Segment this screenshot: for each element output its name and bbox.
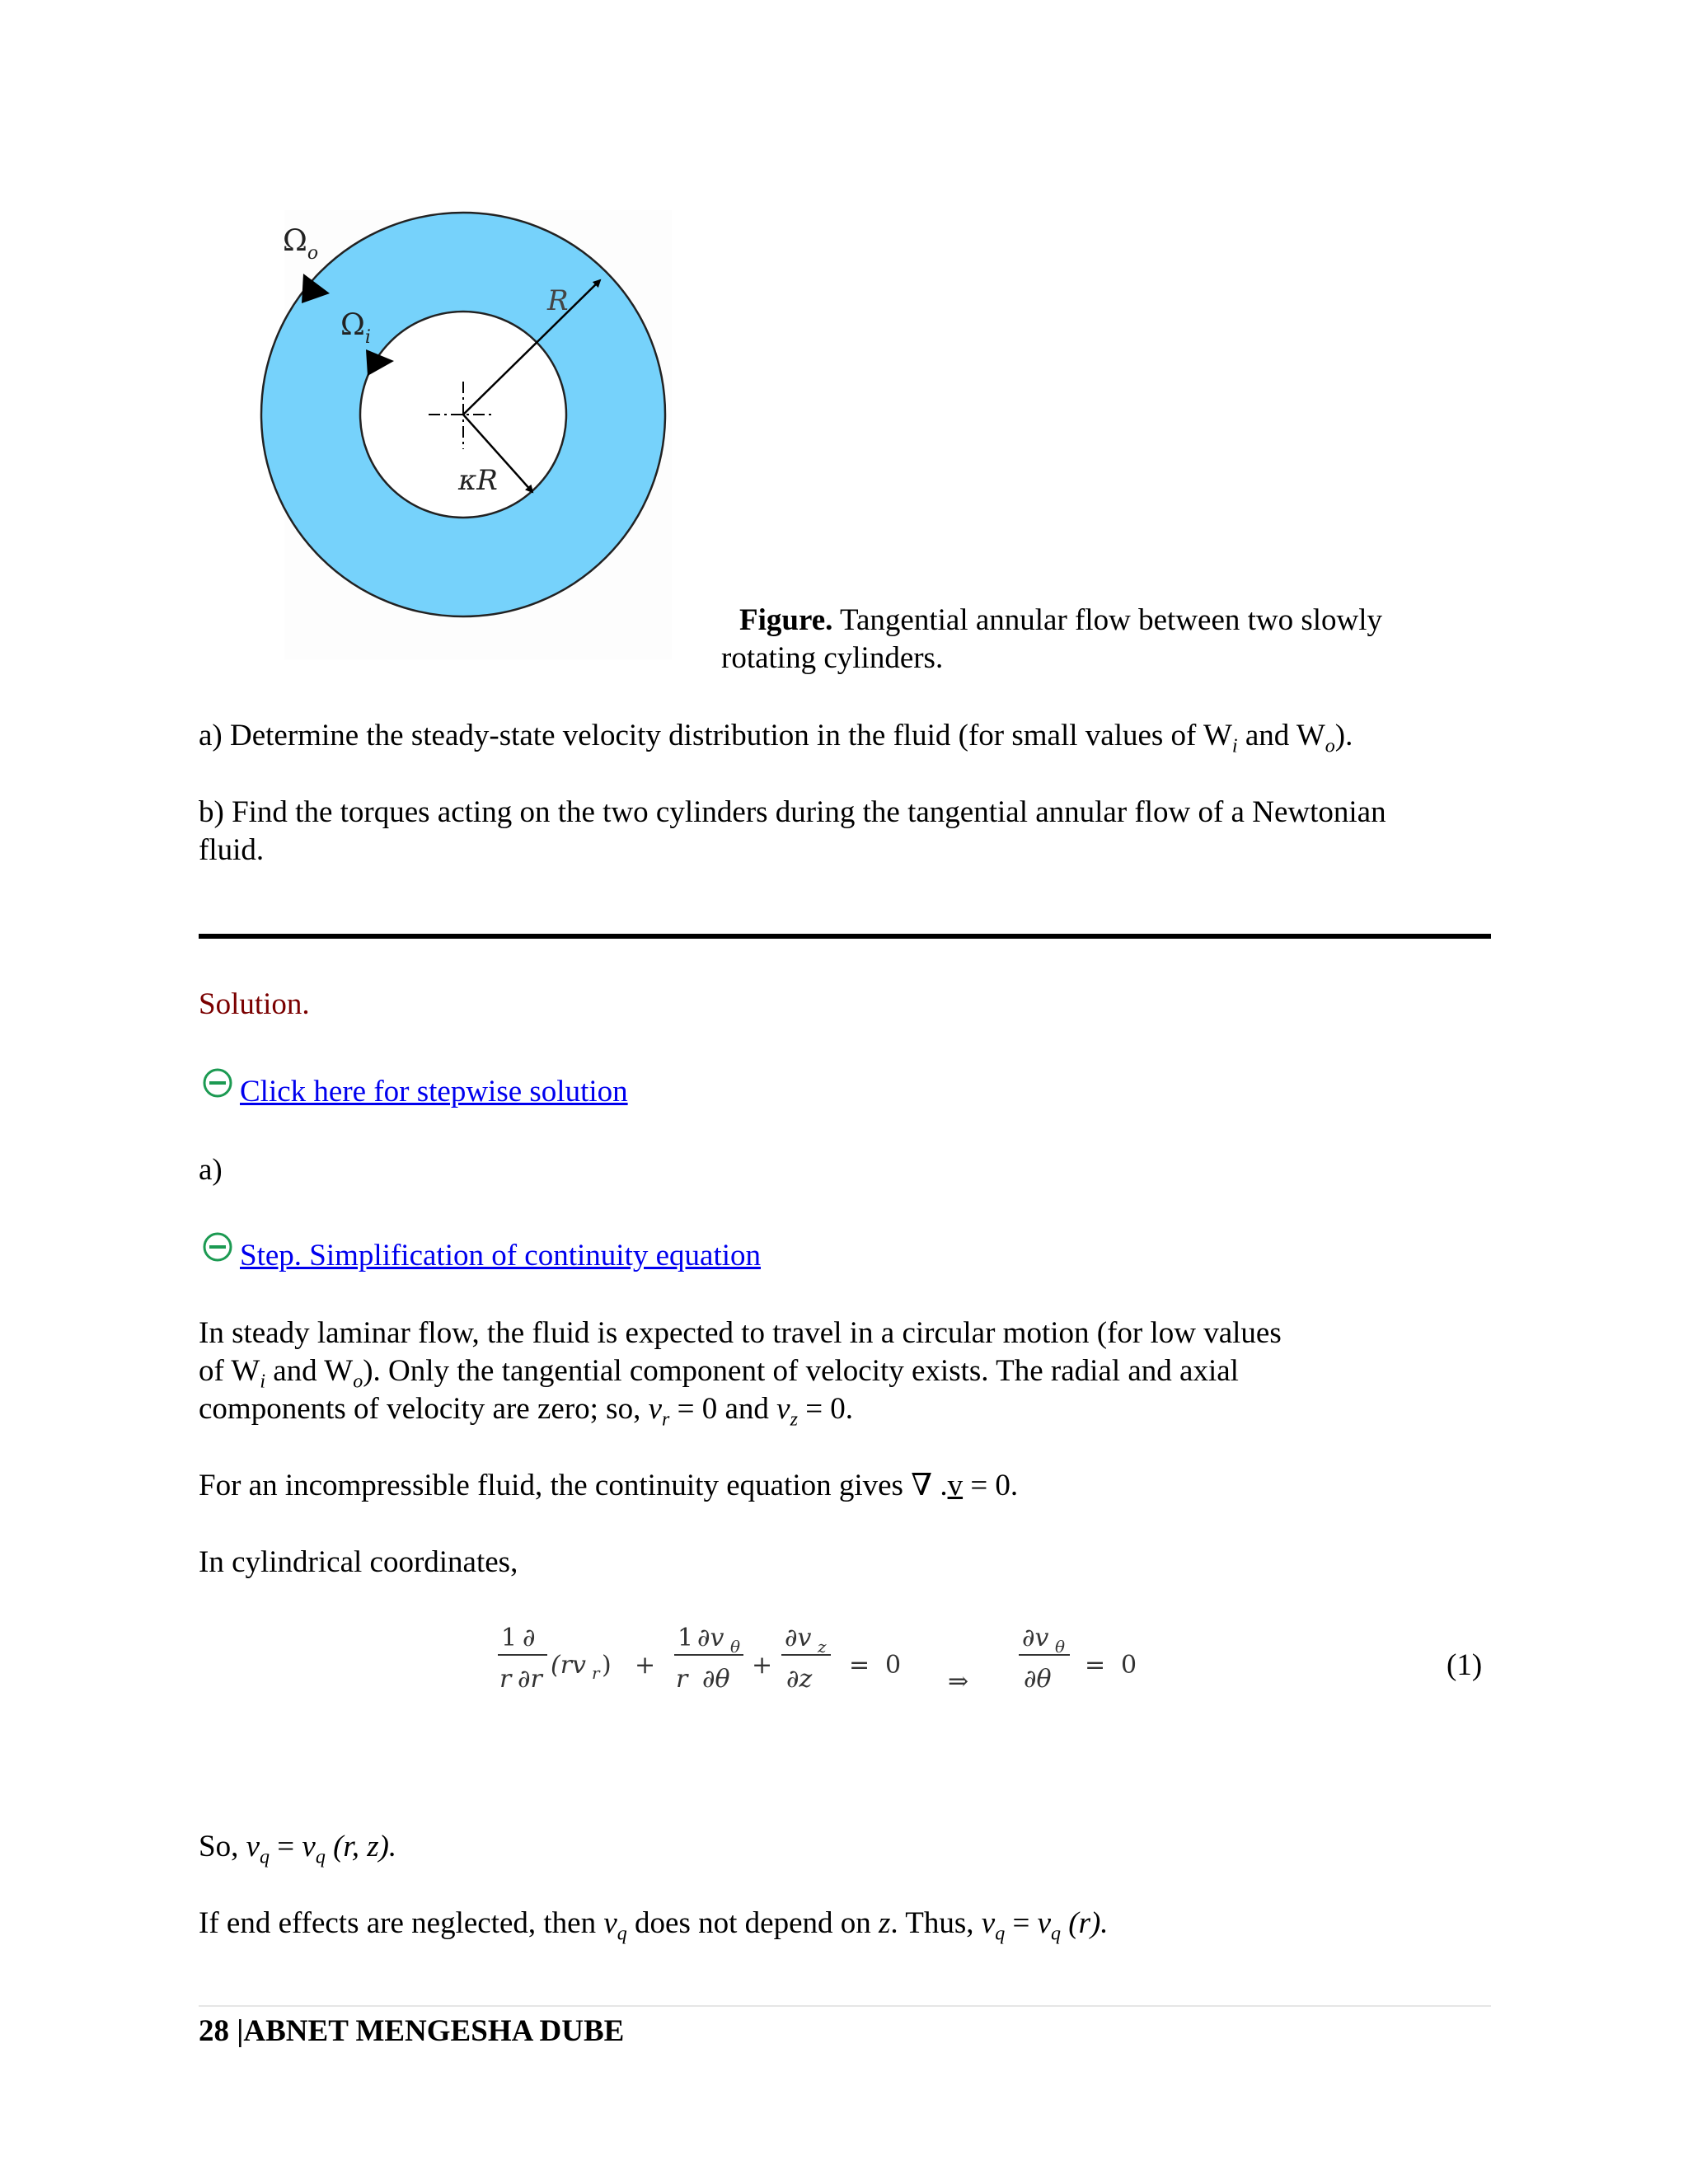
step-continuity-link[interactable]: Step. Simplification of continuity equation	[240, 1239, 761, 1272]
para1-text: components of velocity are zero; so,	[199, 1392, 649, 1426]
nabla-symbol: ∇	[911, 1469, 933, 1502]
sub-i: i	[260, 1371, 265, 1393]
so-line	[199, 1828, 396, 1876]
sub-z: z	[790, 1408, 798, 1431]
sub-q: q	[260, 1846, 270, 1868]
svg-text:1: 1	[501, 1624, 518, 1652]
svg-text:+: +	[635, 1651, 656, 1680]
section-divider	[199, 934, 1491, 939]
vector-v: v	[947, 1469, 964, 1502]
svg-text:(rv: (rv	[551, 1651, 586, 1680]
para1-text: and W	[265, 1354, 354, 1388]
omega-i-label: $\Omega_i$	[340, 308, 371, 348]
sub-q: q	[995, 1923, 1006, 1945]
svg-text:0: 0	[1121, 1651, 1137, 1680]
stepwise-solution-link[interactable]: Click here for stepwise solution	[240, 1075, 628, 1108]
svg-text:0: 0	[885, 1651, 902, 1680]
omega-o-label: $\Omega_o$	[283, 224, 319, 264]
end-text: If end effects are neglected, then	[199, 1906, 604, 1940]
para2-end: = 0.	[963, 1469, 1019, 1502]
so-text: So,	[199, 1830, 246, 1863]
var-v: v	[648, 1392, 663, 1426]
so-args: (r, z).	[325, 1830, 397, 1863]
svg-text:=: =	[1085, 1651, 1106, 1680]
para1-line-1: In steady laminar flow, the fluid is expected to travel in a circular motion (for low values	[199, 1316, 1282, 1350]
solution-heading: Solution.	[199, 987, 310, 1021]
question-a-sub-o: o	[1325, 735, 1335, 757]
so-eq: =	[270, 1830, 302, 1863]
svg-text:∂v: ∂v	[785, 1624, 812, 1652]
footer-divider	[199, 2005, 1491, 2007]
svg-text:∂z: ∂z	[786, 1665, 813, 1694]
svg-text:=: =	[849, 1651, 870, 1680]
question-a-sub-i: i	[1231, 735, 1238, 757]
sub-q: q	[617, 1923, 627, 1945]
caption-line-1: Tangential annular flow between two slowly	[832, 603, 1383, 637]
svg-text:∂v: ∂v	[697, 1624, 724, 1652]
radius-inner-label: κR	[458, 464, 498, 497]
caption-line-2: rotating cylinders.	[721, 641, 944, 675]
svg-text:θ: θ	[730, 1637, 741, 1657]
equation-number: (1)	[1447, 1648, 1483, 1682]
para1-line-3	[199, 1390, 853, 1438]
end-eq: =	[1005, 1906, 1038, 1940]
end-effects-line	[199, 1905, 1109, 1952]
svg-text:∂r: ∂r	[518, 1665, 542, 1694]
svg-text:r: r	[676, 1665, 688, 1694]
para1-text: of W	[199, 1354, 260, 1388]
svg-text:): )	[602, 1651, 612, 1680]
para1-text: = 0 and	[669, 1392, 777, 1426]
part-a-label: a)	[199, 1153, 223, 1187]
var-v: v	[776, 1392, 790, 1426]
var-v: v	[603, 1906, 617, 1940]
end-args: (r).	[1061, 1906, 1109, 1940]
svg-text:r: r	[592, 1663, 600, 1683]
var-v: v	[246, 1830, 260, 1863]
var-v: v	[981, 1906, 996, 1940]
svg-text:+: +	[752, 1651, 773, 1680]
svg-text:∂θ: ∂θ	[702, 1665, 730, 1694]
svg-text:θ: θ	[1055, 1637, 1066, 1657]
question-a-text: a) Determine the steady-state velocity distribution in the fluid (for small values of W	[199, 719, 1232, 752]
collapse-icon[interactable]	[202, 1231, 233, 1263]
svg-text:∂: ∂	[523, 1624, 536, 1652]
question-a-mid: and W	[1237, 719, 1325, 752]
svg-text:∂θ: ∂θ	[1024, 1665, 1052, 1694]
para1-text: = 0.	[797, 1392, 854, 1426]
page-footer: 28 |ABNET MENGESHA DUBE	[199, 2014, 625, 2048]
var-v: v	[1037, 1906, 1051, 1940]
radius-outer-label: R	[547, 284, 569, 317]
caption-bold: Figure.	[739, 603, 833, 637]
sub-r: r	[662, 1408, 670, 1431]
question-a-end: ).	[1334, 719, 1353, 752]
para2	[199, 1467, 1018, 1505]
question-a	[199, 717, 1353, 765]
question-b-line-2: fluid.	[199, 833, 265, 867]
para2-text: For an incompressible fluid, the continuity equation gives	[199, 1469, 912, 1502]
end-text: does not depend on	[626, 1906, 879, 1940]
var-v: v	[302, 1830, 316, 1863]
svg-text:∂v: ∂v	[1022, 1624, 1049, 1652]
svg-text:1: 1	[678, 1624, 694, 1652]
sub-q: q	[315, 1846, 326, 1868]
para3: In cylindrical coordinates,	[199, 1545, 518, 1579]
continuity-equation	[486, 1611, 1541, 1710]
sub-o: o	[353, 1371, 363, 1393]
svg-text:⇒: ⇒	[948, 1667, 969, 1696]
question-b-line-1: b) Find the torques acting on the two cylinders during the tangential annular flow of a Newtonian	[199, 795, 1386, 829]
annular-flow-figure	[239, 198, 701, 659]
para2-dot: .	[932, 1469, 948, 1502]
svg-text:z: z	[818, 1637, 827, 1657]
sub-q: q	[1051, 1923, 1061, 1945]
figure-caption	[721, 602, 1504, 677]
para1-text: ). Only the tangential component of velocity exists. The radial and axial	[363, 1354, 1239, 1388]
end-text: . Thus,	[890, 1906, 982, 1940]
svg-text:r: r	[499, 1665, 512, 1694]
collapse-icon[interactable]	[202, 1067, 233, 1099]
var-z: z	[879, 1906, 891, 1940]
